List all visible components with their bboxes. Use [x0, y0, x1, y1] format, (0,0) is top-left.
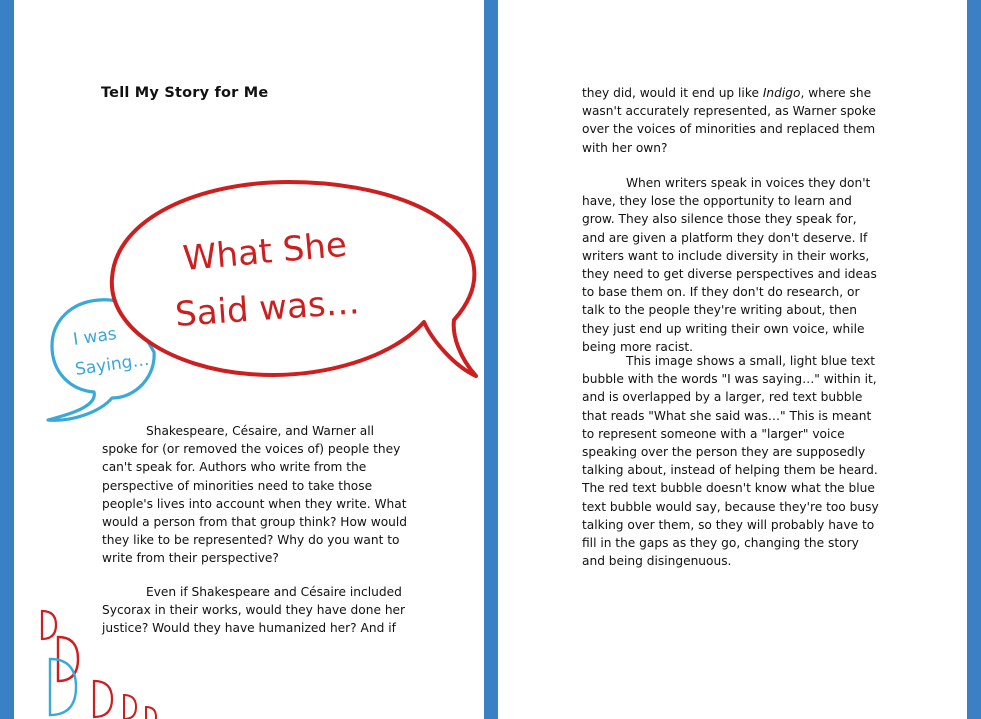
- right-paragraph-1: [582, 84, 882, 157]
- right-paragraph-1-post: , where she wasn't accurately represented, as Warner spoke over the voices of minorities and replaced them with her own?: [582, 86, 876, 155]
- blue-bubble-line2: Saying…: [73, 349, 151, 380]
- right-paragraph-2: When writers speak in voices they don't have, they lose the opportunity to learn and grow. They also silence those they speak for, and are given a platform they don't deserve. If writers want to include diversity in their works, they need to get diverse perspectives and ideas to base them on. If they don't do research, or talk to the people they're writing about, then they just end up writing their own voice, while being more racist.: [582, 176, 877, 354]
- red-bubble-line1: What She: [181, 224, 349, 279]
- page-edge-center: [484, 0, 498, 719]
- right-paragraph-1-pre: they did, would it end up like: [582, 86, 763, 100]
- page-right: [498, 0, 967, 719]
- book-title-indigo: Indigo: [762, 86, 801, 100]
- page-left: [14, 0, 484, 719]
- red-bubble-line2: Said was…: [173, 282, 361, 335]
- page-title: Tell My Story for Me: [101, 85, 269, 101]
- right-paragraph-3: This image shows a small, light blue text bubble with the words "I was saying…" within it, and is overlapped by a larger, red text bubble that reads "What she said was…" This is meant to represent someone with a "larger" voice speaking over the person they are supposedly talking about, instead of helping them be heard. The red text bubble doesn't know what the blue text bubble would say, because they're too busy talking over them, so they will probably have to fill in the gaps as they go, changing the story and being disingenuous.: [582, 354, 879, 569]
- speech-bubbles-svg: [24, 160, 484, 435]
- red-speech-bubble: [112, 182, 476, 376]
- blue-bubble-line1: I was: [71, 324, 118, 350]
- illustration-speech-bubbles: [24, 160, 484, 435]
- page-edge-right: [967, 0, 981, 719]
- page-edge-left: [0, 0, 14, 719]
- left-paragraph-1: Shakespeare, Césaire, and Warner all spoke for (or removed the voices of) people they can't speak for. Authors who write from the perspective of minorities need to take those people's lives into account when they write. What would a person from that group think? How would they like to be represented? Why do you want to write from their perspective?: [102, 424, 408, 566]
- left-paragraph-2: Even if Shakespeare and Césaire included Sycorax in their works, would they have done her justice? Would they have humanized her? And if: [102, 585, 406, 636]
